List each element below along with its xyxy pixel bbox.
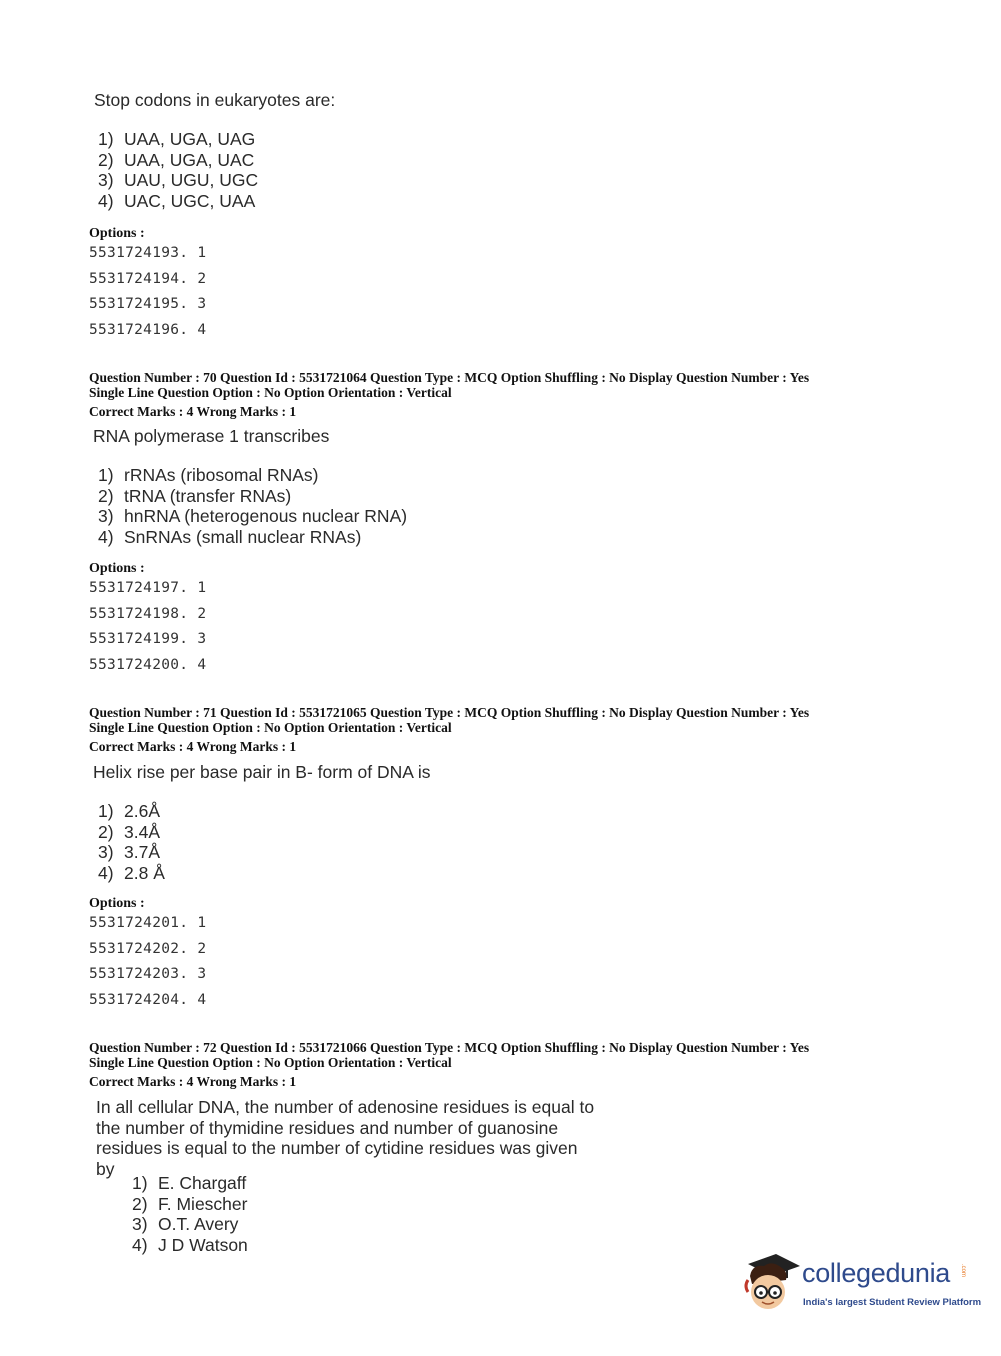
choice-item: 4) 2.8 Å: [98, 862, 165, 883]
choice-item: 1) UAA, UGA, UAG: [98, 129, 256, 149]
option-id: 5531724193. 1: [89, 245, 207, 261]
choice-item: 2) F. Miescher: [132, 1193, 248, 1214]
q70-marks: Correct Marks : 4 Wrong Marks : 1: [89, 404, 297, 419]
option-id: 5531724197. 1: [89, 580, 207, 596]
q70-option-ids: [89, 580, 206, 682]
logo-tagline: India's largest Student Review Platform: [803, 1297, 982, 1308]
option-id: 5531724194. 2: [89, 270, 207, 287]
mascot-icon: [742, 1250, 802, 1316]
choice-item: 3) hnRNA (heterogenous nuclear RNA): [98, 506, 408, 527]
q71-choices: [98, 801, 165, 883]
choice-item: 3) UAU, UGU, UGC: [98, 170, 259, 191]
options-label: Options :: [89, 896, 145, 911]
collegedunia-logo: [742, 1250, 982, 1316]
q70-stem: RNA polymerase 1 transcribes: [93, 426, 330, 446]
choice-item: 3) O.T. Avery: [132, 1214, 239, 1235]
q72-meta: Question Number : 72 Question Id : 5531721066 Question Type : MCQ Option Shuffling : No Display Question Number : Yes Single Line Question Option : No Option Orientation : Vertical: [89, 1040, 810, 1070]
q69-stem: Stop codons in eukaryotes are:: [94, 90, 336, 110]
option-id: 5531724201. 1: [89, 915, 207, 931]
q71-stem: Helix rise per base pair in B- form of DNA is: [93, 762, 431, 782]
q72-marks: Correct Marks : 4 Wrong Marks : 1: [89, 1074, 297, 1089]
logo-brand-text: collegedunia: [802, 1258, 951, 1288]
q69-choices: [98, 129, 258, 211]
choice-item: 2) tRNA (transfer RNAs): [98, 485, 292, 506]
option-id: 5531724198. 2: [89, 605, 207, 622]
options-label: Options :: [89, 561, 145, 576]
choice-item: 2) UAA, UGA, UAC: [98, 149, 255, 170]
q70-choices: [98, 465, 407, 547]
option-id: 5531724196. 4: [89, 321, 207, 338]
option-id: 5531724203. 3: [89, 966, 207, 982]
q70-meta: Question Number : 70 Question Id : 5531721064 Question Type : MCQ Option Shuffling : No Display Question Number : Yes Single Line Question Option : No Option Orientation : Vertical: [89, 370, 810, 400]
choice-item: 4) SnRNAs (small nuclear RNAs): [98, 526, 362, 547]
logo-com-text: .com: [960, 1264, 966, 1278]
q71-marks: Correct Marks : 4 Wrong Marks : 1: [89, 739, 297, 754]
option-id: 5531724195. 3: [89, 296, 207, 312]
option-id: 5531724202. 2: [89, 940, 207, 957]
q71-option-ids: [89, 915, 206, 1017]
choice-item: 4) UAC, UGC, UAA: [98, 190, 256, 211]
q72-choices: [132, 1173, 248, 1255]
q69-option-ids: [89, 245, 206, 347]
q72-stem: In all cellular DNA, the number of adenosine residues is equal to the number of thymidine residues and number of guanosine residues is equal to the number of cytidine residues was given by: [96, 1097, 595, 1179]
choice-item: 1) E. Chargaff: [132, 1173, 247, 1193]
q71-meta: Question Number : 71 Question Id : 5531721065 Question Type : MCQ Option Shuffling : No Display Question Number : Yes Single Line Question Option : No Option Orientation : Vertical: [89, 705, 810, 735]
choice-item: 2) 3.4Å: [98, 821, 160, 842]
choice-item: 3) 3.7Å: [98, 842, 160, 863]
option-id: 5531724204. 4: [89, 991, 207, 1008]
choice-item: 1) 2.6Å: [98, 801, 160, 821]
option-id: 5531724200. 4: [89, 656, 207, 673]
choice-item: 4) J D Watson: [132, 1234, 248, 1255]
choice-item: 1) rRNAs (ribosomal RNAs): [98, 465, 319, 485]
option-id: 5531724199. 3: [89, 631, 207, 647]
options-label: Options :: [89, 226, 145, 241]
